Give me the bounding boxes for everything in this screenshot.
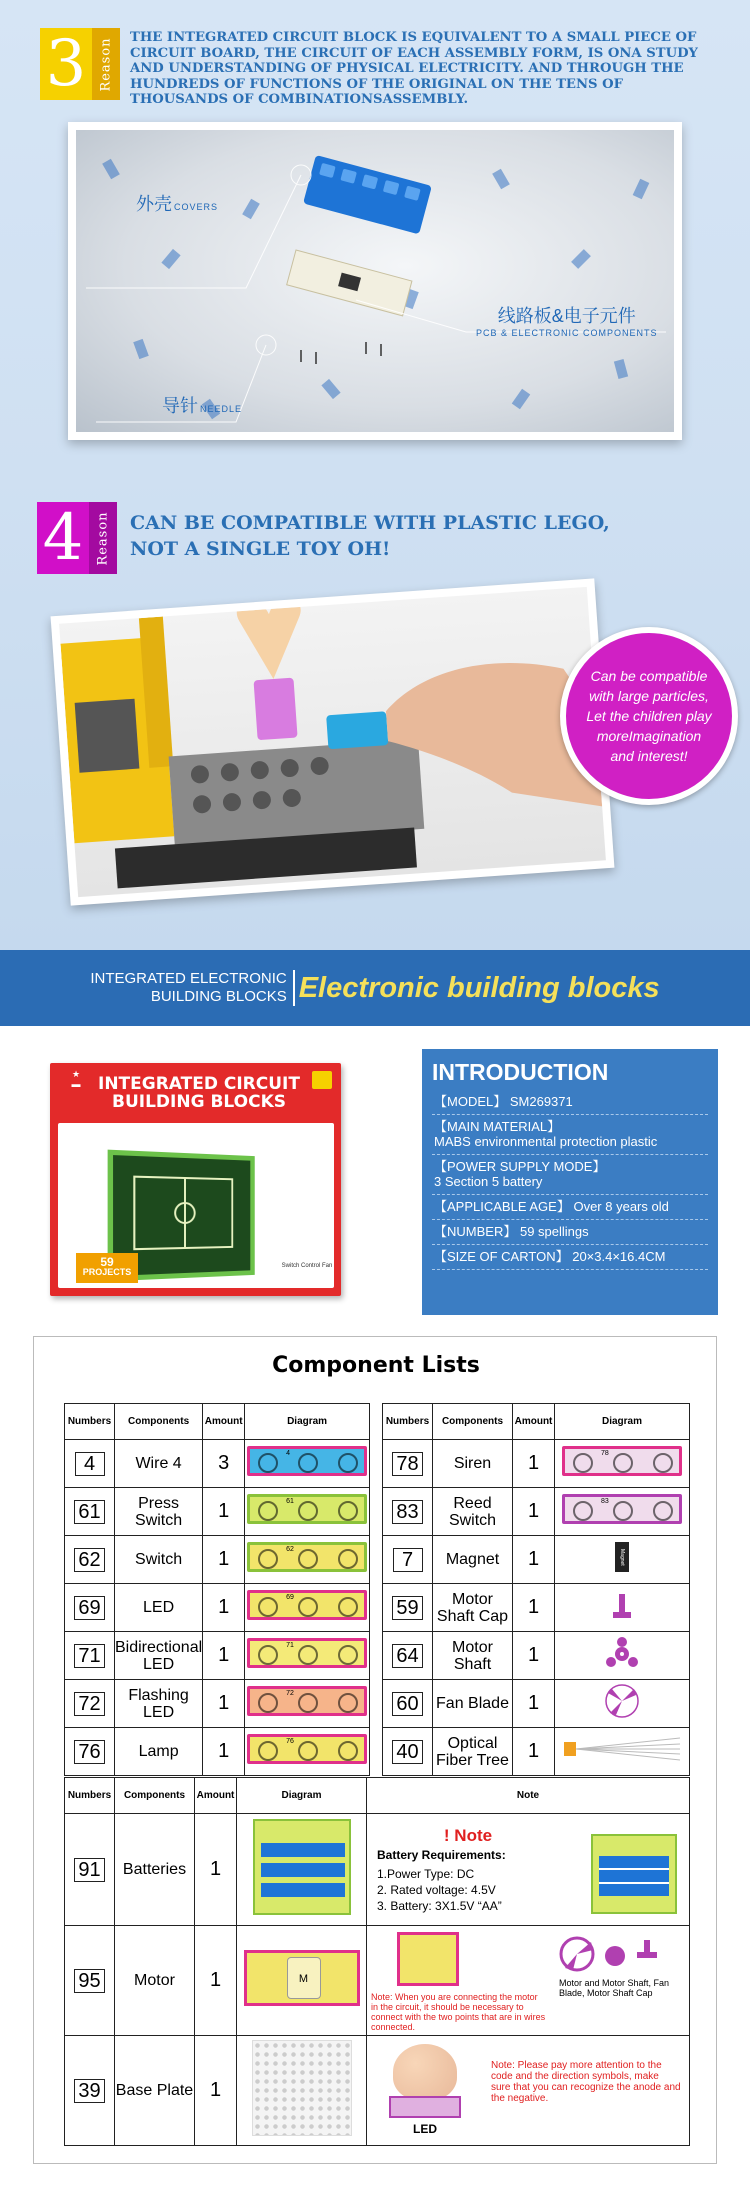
part-diagram-cell xyxy=(245,1680,370,1728)
part-amount: 1 xyxy=(203,1488,245,1536)
motor-parts-icons xyxy=(557,1934,667,1974)
intro-row: 【SIZE OF CARTON】 20×3.4×16.4CM xyxy=(432,1245,708,1270)
part-tag: 76 xyxy=(286,1738,294,1745)
part-name: Optical Fiber Tree xyxy=(433,1728,513,1776)
part-diagram-cell xyxy=(555,1440,690,1488)
table-row xyxy=(65,1584,370,1632)
part-name: Switch xyxy=(115,1536,203,1584)
reason-3-text: THE INTEGRATED CIRCUIT BLOCK IS EQUIVALENT TO A SMALL PIECE OF CIRCUIT BOARD, THE CIRCUIT OF EACH ASSEMBLY FORM, IS ONA STUDY AND UNDERSTANDING OF PHYSICAL ELECTRICITY. AND THROUGH THE HUNDREDS OF FUNCTIONS OF THE ORIGINAL ON THE TENS OF THOUSANDS OF COMBINATIONSASSEMBLY. xyxy=(130,30,698,107)
part-number: 72 xyxy=(74,1692,104,1716)
box-title: INTEGRATED CIRCUIT BUILDING BLOCKS xyxy=(98,1074,300,1112)
battery-line: 2. Rated voltage: 4.5V xyxy=(377,1882,496,1897)
base-plate-note-cell xyxy=(367,2036,690,2146)
component-list-title: Component Lists xyxy=(272,1353,480,1378)
part-name: Fan Blade xyxy=(433,1680,513,1728)
part-name: Base Plate xyxy=(115,2036,195,2146)
part-amount: 1 xyxy=(513,1728,555,1776)
part-number: 95 xyxy=(74,1969,104,1993)
table-row xyxy=(383,1728,690,1776)
part-diagram-cell xyxy=(245,1584,370,1632)
reason-number: 4 xyxy=(37,502,89,574)
table-row xyxy=(65,1632,370,1680)
part-tag: 72 xyxy=(286,1690,294,1697)
table-row xyxy=(65,1814,690,1926)
section-banner xyxy=(0,950,750,1026)
part-diagram-cell xyxy=(245,1488,370,1536)
part-tag: 83 xyxy=(601,1498,609,1505)
header-numbers: Numbers xyxy=(65,1404,115,1440)
part-name: Motor Shaft xyxy=(433,1632,513,1680)
shaft-cap-icon xyxy=(607,1590,637,1620)
motor-warning: Note: When you are connecting the motor in the circuit, it should be necessary to connect with the two points that are in wires connected. xyxy=(371,1992,546,2032)
intro-row: 【POWER SUPPLY MODE】 3 Section 5 battery xyxy=(432,1155,708,1195)
part-name: Siren xyxy=(433,1440,513,1488)
introduction-panel xyxy=(422,1049,718,1315)
part-amount: 1 xyxy=(203,1728,245,1776)
banner-title: Electronic building blocks xyxy=(298,971,660,1004)
led-label: LED xyxy=(413,2122,437,2136)
part-diagram xyxy=(247,1686,367,1716)
part-diagram xyxy=(562,1494,682,1524)
brand-logo: ★ ▬ xyxy=(71,1069,81,1089)
part-amount: 1 xyxy=(513,1584,555,1632)
motor-note-cell xyxy=(367,1926,690,2036)
table-row xyxy=(383,1680,690,1728)
component-table-left xyxy=(64,1403,370,1776)
reason-4-photo xyxy=(51,578,615,905)
part-number: 39 xyxy=(74,2079,104,2103)
reason-number: 3 xyxy=(40,28,92,100)
covers-label: 外壳 COVERS xyxy=(136,194,219,214)
component-list-card xyxy=(33,1336,717,2164)
table-row xyxy=(65,1440,370,1488)
header-numbers: Numbers xyxy=(65,1778,115,1814)
motor-parts-text: Motor and Motor Shaft, Fan Blade, Motor Shaft Cap xyxy=(559,1978,670,1998)
reason-side-label: Reason xyxy=(92,28,120,100)
intro-row: 【MAIN MATERIAL】 MABS environmental protection plastic xyxy=(432,1115,708,1155)
note-title: ! Note xyxy=(443,1825,493,1845)
part-diagram-cell xyxy=(555,1584,690,1632)
battery-requirements-title: Battery Requirements: xyxy=(377,1847,506,1862)
part-number: 76 xyxy=(74,1740,104,1764)
part-amount: 1 xyxy=(513,1680,555,1728)
part-number: 91 xyxy=(74,1858,104,1882)
pcb-label: 线路板&电子元件 PCB & ELECTRONIC COMPONENTS xyxy=(476,306,658,338)
base-plate-diagram xyxy=(237,2036,367,2146)
exploded-block-illustration xyxy=(76,130,674,432)
part-name: Wire 4 xyxy=(115,1440,203,1488)
part-name: Motor Shaft Cap xyxy=(433,1584,513,1632)
component-table-bottom xyxy=(64,1777,690,2146)
part-number: 69 xyxy=(74,1596,104,1620)
part-diagram xyxy=(247,1446,367,1476)
part-amount: 1 xyxy=(513,1536,555,1584)
part-number: 60 xyxy=(392,1692,422,1716)
part-diagram-cell xyxy=(555,1536,690,1584)
header-components: Components xyxy=(115,1404,203,1440)
part-number: 59 xyxy=(392,1596,422,1620)
header-components: Components xyxy=(115,1778,195,1814)
part-diagram-cell xyxy=(555,1728,690,1776)
intro-row: 【APPLICABLE AGE】 Over 8 years old xyxy=(432,1195,708,1220)
reason-4-text: CAN BE COMPATIBLE WITH PLASTIC LEGO, NOT A SINGLE TOY OH! xyxy=(130,512,610,560)
header-diagram: Diagram xyxy=(245,1404,370,1440)
intro-row: 【NUMBER】 59 spellings xyxy=(432,1220,708,1245)
part-amount: 1 xyxy=(513,1488,555,1536)
part-number: 78 xyxy=(392,1452,422,1476)
box-caption: Switch Control Fan xyxy=(281,1263,333,1269)
part-amount: 1 xyxy=(203,1536,245,1584)
part-name: LED xyxy=(115,1584,203,1632)
part-amount: 1 xyxy=(203,1680,245,1728)
fiber-tree-icon xyxy=(562,1734,682,1764)
table-row xyxy=(383,1584,690,1632)
part-number: 61 xyxy=(74,1500,104,1524)
part-amount: 1 xyxy=(195,1814,237,1926)
header-numbers: Numbers xyxy=(383,1404,433,1440)
part-diagram xyxy=(247,1734,367,1764)
part-tag: 69 xyxy=(286,1594,294,1601)
part-amount: 1 xyxy=(513,1440,555,1488)
table-row xyxy=(65,2036,690,2146)
part-name: Bidirectional LED xyxy=(115,1632,203,1680)
needle-label: 导针 NEEDLE xyxy=(162,396,243,416)
battery-line: 3. Battery: 3X1.5V “AA” xyxy=(377,1898,502,1913)
magnet-icon: Magnet xyxy=(615,1542,629,1572)
table-row xyxy=(65,1926,690,2036)
part-number: 40 xyxy=(392,1740,422,1764)
table-row xyxy=(65,1536,370,1584)
part-number: 71 xyxy=(74,1644,104,1668)
table-row xyxy=(383,1632,690,1680)
table-row xyxy=(383,1488,690,1536)
part-name: Press Switch xyxy=(115,1488,203,1536)
reason-3-badge xyxy=(40,28,120,100)
motor-diagram xyxy=(237,1926,367,2036)
product-box-image xyxy=(50,1063,341,1296)
part-amount: 1 xyxy=(195,2036,237,2146)
motor-label: M xyxy=(287,1957,321,1999)
reason-side-label: Reason xyxy=(89,502,117,574)
part-name: Batteries xyxy=(115,1814,195,1926)
part-tag: 61 xyxy=(286,1498,294,1505)
part-number: 4 xyxy=(75,1452,105,1476)
header-amount: Amount xyxy=(195,1778,237,1814)
introduction-title: INTRODUCTION xyxy=(432,1059,609,1085)
part-amount: 1 xyxy=(195,1926,237,2036)
part-diagram-cell xyxy=(245,1632,370,1680)
header-diagram: Diagram xyxy=(555,1404,690,1440)
part-diagram xyxy=(247,1638,367,1668)
part-diagram-cell xyxy=(245,1728,370,1776)
part-tag: 78 xyxy=(601,1450,609,1457)
header-amount: Amount xyxy=(513,1404,555,1440)
age-badge xyxy=(312,1071,332,1089)
table-row xyxy=(65,1680,370,1728)
part-name: Reed Switch xyxy=(433,1488,513,1536)
motor-photo xyxy=(397,1932,459,1986)
part-number: 62 xyxy=(74,1548,104,1572)
projects-badge: 59 PROJECTS xyxy=(76,1253,138,1283)
part-number: 7 xyxy=(393,1548,423,1572)
part-tag: 4 xyxy=(286,1450,290,1457)
part-name: Lamp xyxy=(115,1728,203,1776)
part-tag: 71 xyxy=(286,1642,294,1649)
part-diagram-cell xyxy=(555,1680,690,1728)
compatibility-bubble: Can be compatible with large particles, Let the children play moreImagination and interest! xyxy=(560,627,738,805)
part-name: Motor xyxy=(115,1926,195,2036)
battery-holder-photo xyxy=(591,1834,677,1914)
part-diagram xyxy=(247,1494,367,1524)
battery-note-cell xyxy=(367,1814,690,1926)
truck-lego-illustration xyxy=(59,587,606,897)
table-row xyxy=(383,1536,690,1584)
part-amount: 1 xyxy=(203,1584,245,1632)
part-amount: 1 xyxy=(203,1632,245,1680)
banner-subtitle: INTEGRATED ELECTRONIC BUILDING BLOCKS xyxy=(90,970,294,1006)
fan-blade-icon xyxy=(604,1683,640,1719)
table-row xyxy=(65,1488,370,1536)
part-amount: 3 xyxy=(203,1440,245,1488)
part-number: 64 xyxy=(392,1644,422,1668)
part-diagram-cell xyxy=(245,1440,370,1488)
battery-diagram xyxy=(237,1814,367,1926)
part-diagram xyxy=(247,1590,367,1620)
part-name: Magnet xyxy=(433,1536,513,1584)
base-warning: Note: Please pay more attention to the code and the direction symbols, make sure that you can recognize the anode and the negative. xyxy=(491,2060,681,2104)
intro-row: 【MODEL】 SM269371 xyxy=(432,1090,708,1115)
part-number: 83 xyxy=(392,1500,422,1524)
reason-4-badge xyxy=(37,502,117,574)
part-diagram xyxy=(562,1446,682,1476)
table-row xyxy=(65,1728,370,1776)
component-table-right xyxy=(382,1403,690,1776)
part-diagram xyxy=(247,1542,367,1572)
motor-shaft-icon xyxy=(605,1636,639,1670)
table-row xyxy=(383,1440,690,1488)
part-tag: 62 xyxy=(286,1546,294,1553)
part-diagram-cell xyxy=(245,1536,370,1584)
reason-3-photo xyxy=(68,122,682,440)
part-diagram-cell xyxy=(555,1488,690,1536)
part-name: Flashing LED xyxy=(115,1680,203,1728)
part-diagram-cell xyxy=(555,1632,690,1680)
led-photo xyxy=(393,2044,457,2100)
part-amount: 1 xyxy=(513,1632,555,1680)
header-diagram: Diagram xyxy=(237,1778,367,1814)
battery-line: 1.Power Type: DC xyxy=(377,1866,475,1881)
header-amount: Amount xyxy=(203,1404,245,1440)
header-components: Components xyxy=(433,1404,513,1440)
header-note: Note xyxy=(367,1778,690,1814)
